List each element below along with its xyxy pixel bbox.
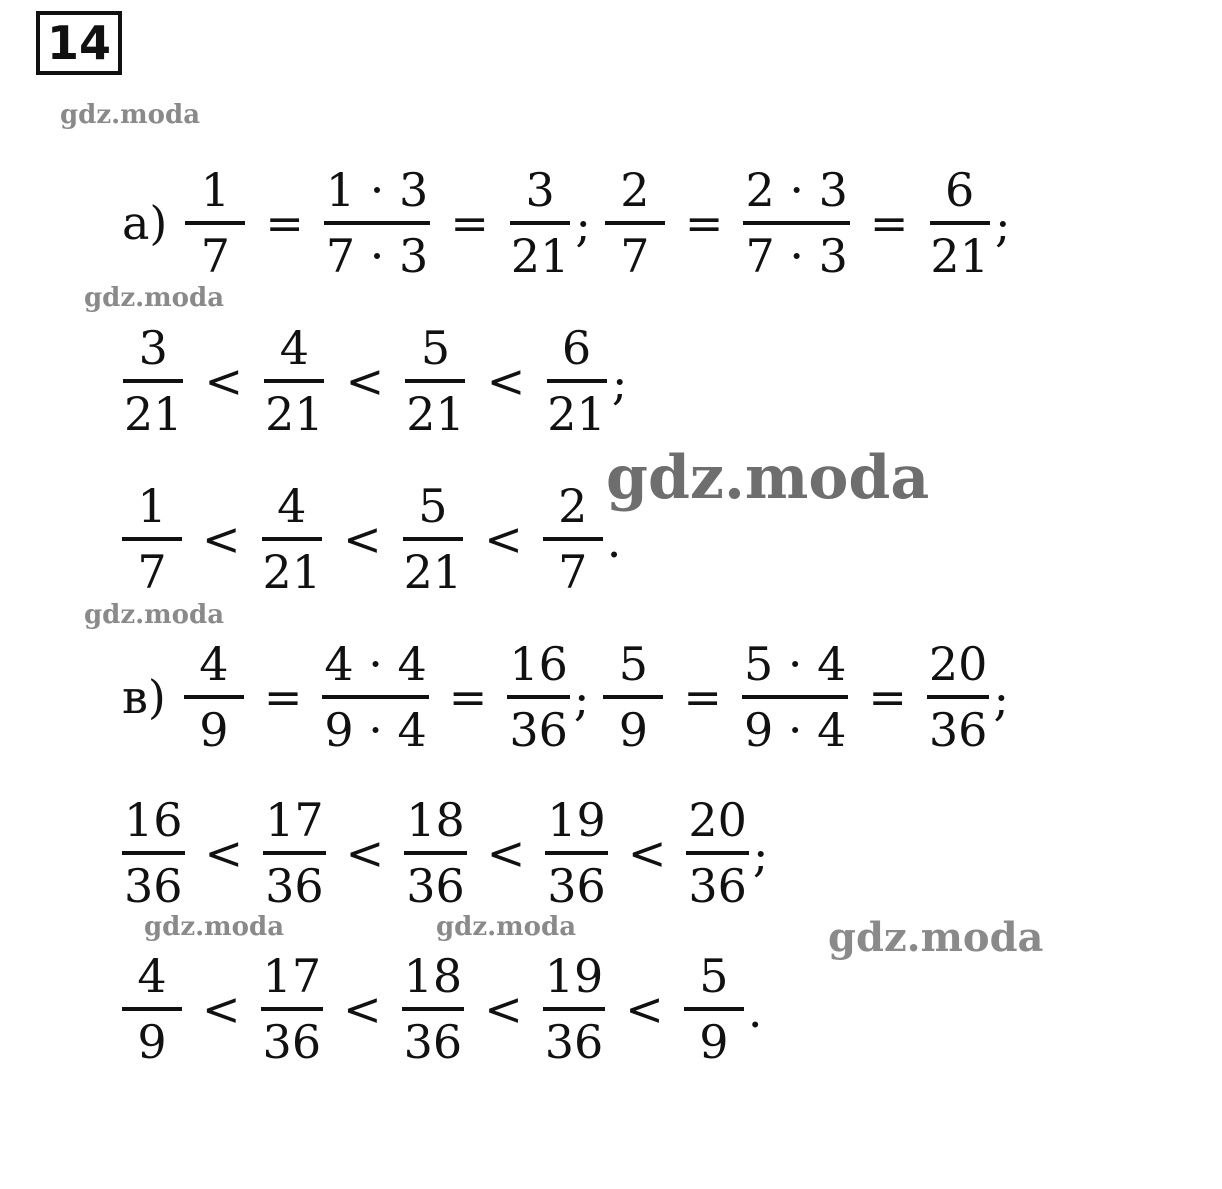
less-than-sign: < — [486, 826, 526, 880]
fraction: $\frac{4 \cdot 4}{9 \cdot 4}$ — [324, 637, 427, 757]
semicolon: ; — [994, 198, 1011, 252]
semicolon: ; — [573, 672, 590, 726]
less-than-sign: < — [343, 512, 382, 566]
fraction: $\frac{3}{21}$ — [124, 321, 183, 441]
fraction: $\frac{5}{21}$ — [403, 479, 463, 599]
fraction: $\frac{16}{36}$ — [509, 637, 568, 757]
equals-sign: = — [684, 196, 724, 250]
semicolon: ; — [611, 356, 628, 410]
watermark: gdz.moda — [60, 100, 201, 130]
semicolon: ; — [993, 672, 1009, 726]
semicolon: ; — [752, 828, 769, 882]
part-b-line-2 — [122, 778, 768, 928]
fraction: $\frac{4}{21}$ — [265, 321, 324, 441]
less-than-sign: < — [204, 354, 244, 408]
less-than-sign: < — [345, 826, 385, 880]
watermark: gdz.moda — [436, 912, 577, 942]
task-number-box — [36, 11, 122, 75]
fraction: $\frac{3}{21}$ — [510, 163, 570, 283]
fraction: $\frac{2}{7}$ — [543, 483, 603, 595]
fraction: $\frac{1}{7}$ — [122, 483, 182, 595]
fraction: $\frac{5}{21}$ — [406, 321, 465, 441]
equals-sign: = — [448, 670, 488, 724]
less-than-sign: < — [484, 982, 523, 1036]
fraction: $\frac{1}{7}$ — [185, 167, 245, 279]
fraction: $\frac{5}{9}$ — [684, 953, 744, 1065]
less-than-sign: < — [204, 826, 244, 880]
fraction: $\frac{5}{9}$ — [603, 641, 663, 753]
fraction: $\frac{6}{21}$ — [547, 321, 606, 441]
fraction: $\frac{18}{36}$ — [406, 793, 465, 913]
watermark: gdz.moda — [144, 912, 285, 942]
fraction: $\frac{19}{36}$ — [547, 793, 606, 913]
fraction: $\frac{1 \cdot 3}{7 \cdot 3}$ — [325, 163, 429, 283]
less-than-sign: < — [486, 354, 526, 408]
less-than-sign: < — [484, 512, 523, 566]
fraction: $\frac{18}{36}$ — [403, 949, 463, 1069]
fraction: $\frac{17}{36}$ — [262, 949, 322, 1069]
less-than-sign: < — [627, 826, 667, 880]
equals-sign: = — [869, 196, 909, 250]
period: . — [606, 514, 622, 568]
part-a-line-3 — [122, 464, 621, 614]
part-b-line-1 — [122, 622, 1009, 772]
equals-sign: = — [265, 196, 304, 250]
fraction: $\frac{6}{21}$ — [930, 163, 989, 283]
fraction: $\frac{4}{9}$ — [122, 953, 182, 1065]
less-than-sign: < — [343, 982, 382, 1036]
less-than-sign: < — [625, 982, 664, 1036]
period: . — [747, 984, 763, 1038]
fraction: $\frac{5 \cdot 4}{9 \cdot 4}$ — [743, 637, 847, 757]
equals-sign: = — [868, 670, 907, 724]
fraction: $\frac{20}{36}$ — [928, 637, 988, 757]
equals-sign: = — [683, 670, 722, 724]
watermark: gdz.moda — [84, 600, 225, 630]
part-a-line-2 — [122, 306, 627, 456]
fraction: $\frac{20}{36}$ — [688, 793, 747, 913]
part-b-line-3 — [122, 934, 762, 1084]
equals-sign: = — [263, 670, 303, 724]
fraction: $\frac{16}{36}$ — [124, 793, 183, 913]
fraction: $\frac{2}{7}$ — [605, 167, 665, 279]
equals-sign: = — [450, 196, 489, 250]
task-number: 14 — [46, 16, 111, 70]
semicolon: ; — [575, 198, 591, 252]
part-b-label: в) — [122, 670, 166, 724]
watermark: gdz.moda — [606, 443, 930, 513]
fraction: $\frac{19}{36}$ — [544, 949, 604, 1069]
fraction: $\frac{2 \cdot 3}{7 \cdot 3}$ — [745, 163, 848, 283]
fraction: $\frac{17}{36}$ — [265, 793, 324, 913]
less-than-sign: < — [345, 354, 385, 408]
part-a-line-1 — [122, 148, 1010, 298]
less-than-sign: < — [202, 982, 241, 1036]
watermark: gdz.moda — [828, 914, 1044, 961]
watermark: gdz.moda — [84, 283, 225, 313]
fraction: $\frac{4}{9}$ — [184, 641, 244, 753]
part-a-label: а) — [122, 196, 168, 250]
fraction: $\frac{4}{21}$ — [262, 479, 322, 599]
less-than-sign: < — [202, 512, 241, 566]
